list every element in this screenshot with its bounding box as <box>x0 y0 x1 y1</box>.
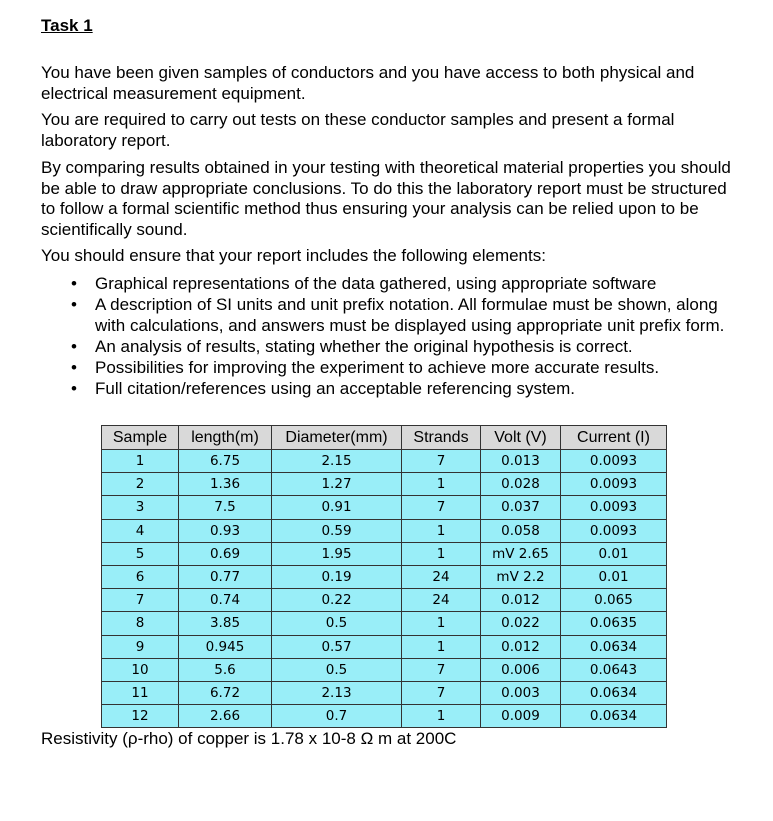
cell-diameter: 0.22 <box>272 589 402 612</box>
cell-diameter: 2.13 <box>272 681 402 704</box>
cell-diameter: 0.59 <box>272 519 402 542</box>
cell-diameter: 0.5 <box>272 658 402 681</box>
method-paragraph: By comparing results obtained in your testing with theoretical material properties you should be able to draw appropriate conclusions. To do this the laboratory report must be structured to follow a formal scientific method thus ensuring your analysis can be relied upon to be scientifically sound. <box>41 158 731 239</box>
cell-current: 0.0093 <box>561 496 667 519</box>
cell-sample: 12 <box>102 705 179 728</box>
cell-length: 6.72 <box>179 681 272 704</box>
cell-sample: 11 <box>102 681 179 704</box>
cell-strands: 1 <box>402 612 481 635</box>
header-volt: Volt (V) <box>481 426 561 450</box>
cell-diameter: 1.95 <box>272 542 402 565</box>
cell-sample: 8 <box>102 612 179 635</box>
cell-strands: 1 <box>402 635 481 658</box>
cell-diameter: 0.57 <box>272 635 402 658</box>
bullet-icon: • <box>71 295 77 314</box>
cell-current: 0.0634 <box>561 705 667 728</box>
cell-strands: 7 <box>402 496 481 519</box>
cell-diameter: 0.7 <box>272 705 402 728</box>
table-body <box>102 450 667 728</box>
cell-strands: 1 <box>402 705 481 728</box>
cell-current: 0.0093 <box>561 519 667 542</box>
table-header-row <box>102 426 667 450</box>
cell-current: 0.0635 <box>561 612 667 635</box>
cell-volt: 0.022 <box>481 612 561 635</box>
cell-diameter: 2.15 <box>272 450 402 473</box>
cell-sample: 9 <box>102 635 179 658</box>
cell-current: 0.065 <box>561 589 667 612</box>
table-row <box>102 681 667 704</box>
cell-length: 0.69 <box>179 542 272 565</box>
cell-volt: 0.058 <box>481 519 561 542</box>
list-item <box>41 336 731 357</box>
cell-length: 2.66 <box>179 705 272 728</box>
bullet-icon: • <box>71 274 77 293</box>
table-row <box>102 450 667 473</box>
elements-intro-paragraph: You should ensure that your report includes the following elements: <box>41 246 546 265</box>
bullet-icon: • <box>71 358 77 377</box>
requirement-paragraph: You are required to carry out tests on these conductor samples and present a formal laboratory report. <box>41 110 675 150</box>
cell-volt: 0.009 <box>481 705 561 728</box>
cell-sample: 7 <box>102 589 179 612</box>
cell-sample: 3 <box>102 496 179 519</box>
cell-length: 0.93 <box>179 519 272 542</box>
cell-strands: 24 <box>402 565 481 588</box>
header-sample: Sample <box>102 426 179 450</box>
cell-length: 5.6 <box>179 658 272 681</box>
list-item <box>41 378 731 399</box>
list-item-text: A description of SI units and unit prefix notation. All formulae must be shown, along with calculations, and answers must be displayed using appropriate unit prefix form. <box>95 295 725 335</box>
header-strands: Strands <box>402 426 481 450</box>
cell-sample: 1 <box>102 450 179 473</box>
cell-sample: 6 <box>102 565 179 588</box>
table-row <box>102 519 667 542</box>
cell-volt: 0.006 <box>481 658 561 681</box>
list-item-text: Possibilities for improving the experiment to achieve more accurate results. <box>95 358 660 377</box>
cell-volt: 0.028 <box>481 473 561 496</box>
cell-length: 1.36 <box>179 473 272 496</box>
cell-diameter: 0.5 <box>272 612 402 635</box>
cell-length: 0.77 <box>179 565 272 588</box>
header-length: length(m) <box>179 426 272 450</box>
header-current: Current (I) <box>561 426 667 450</box>
cell-volt: 0.013 <box>481 450 561 473</box>
cell-current: 0.0093 <box>561 450 667 473</box>
report-elements-list <box>41 273 731 399</box>
cell-current: 0.01 <box>561 542 667 565</box>
list-item <box>41 357 731 378</box>
cell-volt: 0.037 <box>481 496 561 519</box>
cell-diameter: 0.19 <box>272 565 402 588</box>
list-item <box>41 294 731 336</box>
cell-strands: 1 <box>402 473 481 496</box>
header-diameter: Diameter(mm) <box>272 426 402 450</box>
table-row <box>102 612 667 635</box>
cell-volt: 0.003 <box>481 681 561 704</box>
cell-current: 0.0634 <box>561 681 667 704</box>
list-item-text: Graphical representations of the data gathered, using appropriate software <box>95 274 657 293</box>
cell-strands: 7 <box>402 681 481 704</box>
cell-strands: 7 <box>402 658 481 681</box>
list-item-text: An analysis of results, stating whether the original hypothesis is correct. <box>95 337 633 356</box>
cell-volt: mV 2.65 <box>481 542 561 565</box>
cell-current: 0.0634 <box>561 635 667 658</box>
cell-volt: mV 2.2 <box>481 565 561 588</box>
cell-sample: 10 <box>102 658 179 681</box>
cell-diameter: 0.91 <box>272 496 402 519</box>
cell-length: 7.5 <box>179 496 272 519</box>
table-row <box>102 705 667 728</box>
cell-current: 0.0643 <box>561 658 667 681</box>
cell-strands: 24 <box>402 589 481 612</box>
bullet-icon: • <box>71 379 77 398</box>
cell-current: 0.01 <box>561 565 667 588</box>
cell-strands: 7 <box>402 450 481 473</box>
table-row <box>102 565 667 588</box>
intro-paragraph: You have been given samples of conductors and you have access to both physical and electrical measurement equipment. <box>41 63 695 103</box>
cell-strands: 1 <box>402 542 481 565</box>
cell-current: 0.0093 <box>561 473 667 496</box>
cell-volt: 0.012 <box>481 635 561 658</box>
cell-strands: 1 <box>402 519 481 542</box>
table-row <box>102 658 667 681</box>
conductor-data-table <box>101 425 667 728</box>
cell-sample: 2 <box>102 473 179 496</box>
table-row <box>102 635 667 658</box>
table-row <box>102 473 667 496</box>
bullet-icon: • <box>71 337 77 356</box>
list-item <box>41 273 731 294</box>
cell-length: 0.74 <box>179 589 272 612</box>
cell-sample: 5 <box>102 542 179 565</box>
cell-length: 6.75 <box>179 450 272 473</box>
list-item-text: Full citation/references using an acceptable referencing system. <box>95 379 576 398</box>
cell-length: 0.945 <box>179 635 272 658</box>
table-row <box>102 542 667 565</box>
cell-diameter: 1.27 <box>272 473 402 496</box>
cell-volt: 0.012 <box>481 589 561 612</box>
page-title: Task 1 <box>41 16 93 35</box>
table-row <box>102 589 667 612</box>
cell-sample: 4 <box>102 519 179 542</box>
cell-length: 3.85 <box>179 612 272 635</box>
table-row <box>102 496 667 519</box>
resistivity-note: Resistivity (ρ-rho) of copper is 1.78 x 10-8 Ω m at 200C <box>41 729 457 748</box>
